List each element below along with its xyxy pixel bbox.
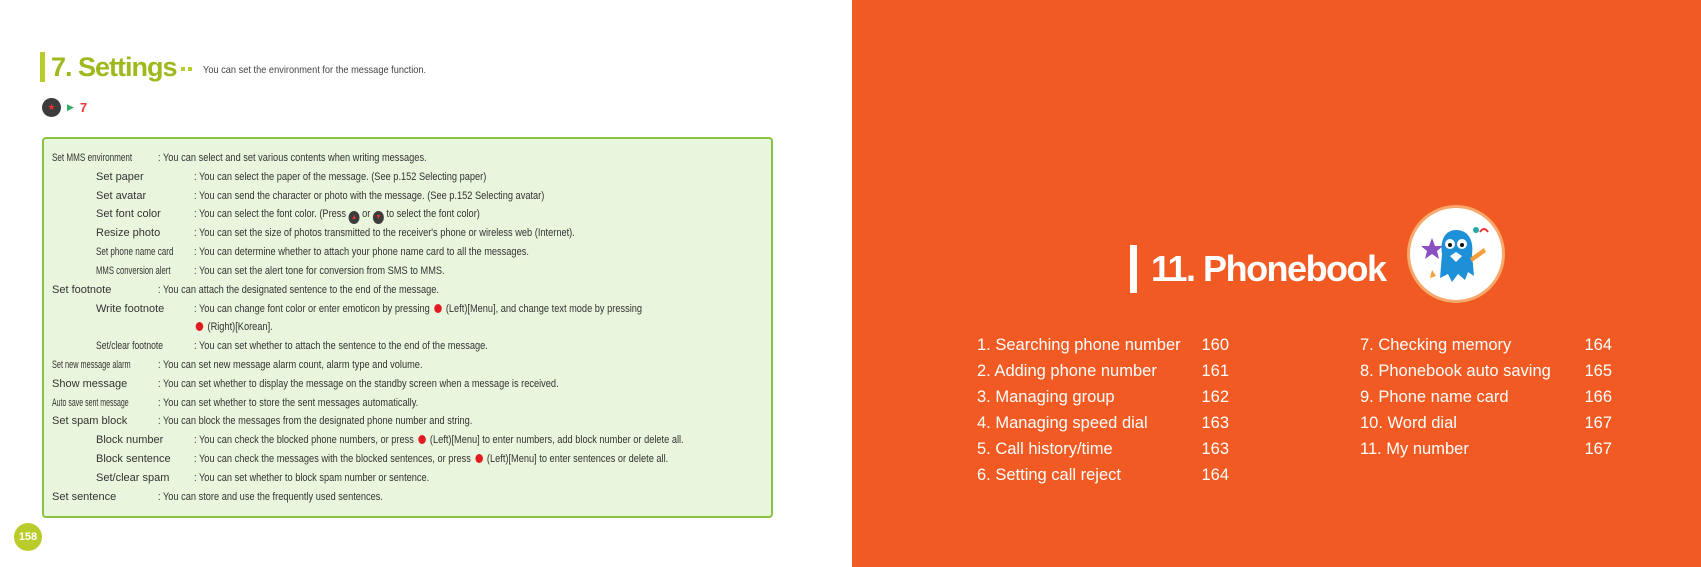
toc-item-label: 3. Managing group: [977, 388, 1115, 406]
soft-key-icon: [196, 322, 204, 331]
setting-label: Set MMS environment: [52, 152, 133, 164]
setting-text: : You can set the alert tone for conversion from SMS to MMS.: [194, 264, 445, 277]
nav-down-key-icon: ▼: [373, 211, 384, 224]
toc-item-label: 6. Setting call reject: [977, 466, 1121, 484]
toc-item-page: 161: [1201, 362, 1229, 380]
toc-right-column: [1360, 332, 1612, 462]
chapter-header: [1130, 245, 1386, 293]
setting-label: Block number: [96, 434, 164, 447]
toc-item[interactable]: [1360, 384, 1612, 410]
setting-text-part: (Left)[Menu] to enter numbers, add block number or delete all.: [427, 434, 684, 447]
setting-row: [52, 375, 763, 394]
setting-text-part: to select the font color): [383, 208, 480, 221]
setting-row: [52, 224, 763, 243]
setting-text-part: (Left)[Menu], and change text mode by pressing: [443, 302, 643, 315]
arrow-right-icon: ▶: [67, 102, 74, 112]
setting-text: [194, 318, 672, 337]
setting-row: [52, 488, 763, 507]
setting-row: [52, 205, 763, 224]
toc-item-label: 1. Searching phone number: [977, 336, 1181, 354]
setting-text: : You can set whether to block spam number or sentence.: [194, 471, 430, 484]
toc-item-label: 4. Managing speed dial: [977, 414, 1148, 432]
setting-text: : You can set whether to display the message on the standby screen when a message is received.: [158, 377, 559, 390]
setting-text: [194, 300, 672, 319]
setting-row: [52, 450, 763, 469]
setting-row: [52, 300, 763, 319]
toc-item-page: 166: [1584, 388, 1612, 406]
toc-item[interactable]: [977, 358, 1229, 384]
setting-label: Set/clear footnote: [96, 340, 164, 353]
menu-path: [42, 98, 86, 117]
phonebook-mascot-icon: [1407, 205, 1505, 303]
setting-label: Write footnote: [96, 302, 165, 315]
nav-up-key-icon: ▲: [349, 211, 360, 224]
toc-item-page: 160: [1201, 336, 1229, 354]
toc-item-page: 164: [1584, 336, 1612, 354]
setting-label: Set sentence: [52, 490, 117, 503]
toc-item-label: 9. Phone name card: [1360, 388, 1509, 406]
toc-item[interactable]: [977, 436, 1229, 462]
toc-item-page: 164: [1201, 466, 1229, 484]
settings-description-box: [42, 137, 773, 518]
toc-item-label: 10. Word dial: [1360, 414, 1457, 432]
menu-key-icon: ★: [42, 98, 61, 117]
setting-label: Set phone name card: [96, 246, 174, 259]
setting-text: : You can set new message alarm count, alarm type and volume.: [158, 358, 423, 371]
chapter-title: 11. Phonebook: [1151, 248, 1386, 289]
soft-key-icon: [418, 435, 426, 444]
toc-item-label: 8. Phonebook auto saving: [1360, 362, 1551, 380]
setting-text: : You can attach the designated sentence to the end of the message.: [158, 283, 440, 296]
setting-row: [52, 281, 763, 300]
toc-left-column: [977, 332, 1229, 488]
setting-text-part: or: [359, 208, 373, 221]
soft-key-icon: [475, 454, 483, 463]
toc-item[interactable]: [1360, 332, 1612, 358]
setting-row: [52, 149, 763, 168]
setting-label: Set footnote: [52, 283, 112, 296]
setting-text-part: : You can check the messages with the blocked sentences, or press: [194, 452, 474, 465]
toc-item[interactable]: [977, 332, 1229, 358]
setting-text-part: : You can check the blocked phone numbers, or press: [194, 434, 417, 447]
setting-text: : You can set whether to attach the sentence to the end of the message.: [194, 340, 488, 353]
setting-text: : You can set the size of photos transmitted to the receiver's phone or wireless web (Internet).: [194, 227, 575, 240]
chapter-bar: [1130, 245, 1137, 293]
toc-item-page: 167: [1584, 440, 1612, 458]
setting-row: [52, 168, 763, 187]
section-bar: [40, 52, 45, 82]
toc-item[interactable]: [1360, 358, 1612, 384]
toc-item-label: 7. Checking memory: [1360, 336, 1512, 354]
setting-text-part: : You can select the font color. (Press: [194, 208, 349, 221]
setting-label: Set avatar: [96, 189, 147, 202]
section-description: You can set the environment for the message function.: [202, 64, 426, 76]
setting-text: : You can block the messages from the designated phone number and string.: [158, 415, 473, 428]
setting-text: : You can store and use the frequently used sentences.: [158, 490, 384, 503]
setting-row: [52, 431, 763, 450]
toc-item-page: 163: [1201, 440, 1229, 458]
setting-row: [52, 318, 763, 337]
setting-text: : You can send the character or photo with the message. (See p.152 Selecting avatar): [194, 189, 545, 202]
setting-row: [52, 243, 763, 262]
setting-row: [52, 356, 763, 375]
setting-label: MMS conversion alert: [96, 264, 171, 277]
setting-label: Set/clear spam: [96, 471, 170, 484]
setting-label: Auto save sent message: [52, 396, 129, 409]
soft-key-icon: [434, 304, 442, 313]
setting-row: [52, 337, 763, 356]
toc-item[interactable]: [977, 384, 1229, 410]
setting-row: [52, 469, 763, 488]
setting-label: Resize photo: [96, 227, 161, 240]
setting-row: [52, 412, 763, 431]
setting-text: : You can determine whether to attach your phone name card to all the messages.: [194, 246, 529, 259]
setting-text: [194, 450, 672, 469]
setting-label: Set font color: [96, 208, 161, 221]
setting-label: Show message: [52, 377, 128, 390]
toc-item-page: 165: [1584, 362, 1612, 380]
setting-text: : You can select and set various contents when writing messages.: [158, 152, 427, 164]
setting-row: [52, 394, 763, 413]
toc-item-label: 5. Call history/time: [977, 440, 1113, 458]
setting-row: [52, 187, 763, 206]
section-header: [40, 50, 456, 82]
section-title: 7. Settings: [51, 52, 177, 82]
page-number: 158: [14, 523, 42, 551]
setting-label: Set spam block: [52, 415, 128, 428]
toc-item[interactable]: [977, 410, 1229, 436]
section-dots: [181, 58, 195, 76]
setting-row: [52, 262, 763, 281]
setting-text: : You can select the paper of the message. (See p.152 Selecting paper): [194, 170, 487, 183]
menu-path-key: 7: [79, 100, 87, 115]
toc-item[interactable]: [1360, 436, 1612, 462]
toc-item[interactable]: [977, 462, 1229, 488]
toc-item-page: 163: [1201, 414, 1229, 432]
setting-text-part: (Right)[Korean].: [204, 321, 273, 334]
setting-label: Block sentence: [96, 452, 171, 465]
setting-text: : You can set whether to store the sent messages automatically.: [158, 396, 419, 409]
toc-item-page: 162: [1201, 388, 1229, 406]
toc-item-label: 11. My number: [1360, 440, 1469, 458]
toc-item-label: 2. Adding phone number: [977, 362, 1157, 380]
toc-item-page: 167: [1584, 414, 1612, 432]
setting-text-part: (Left)[Menu] to enter sentences or delete all.: [484, 452, 669, 465]
setting-text-part: : You can change font color or enter emoticon by pressing: [194, 302, 433, 315]
setting-label: Set paper: [96, 170, 144, 183]
setting-text: [194, 205, 672, 224]
setting-label: Set new message alarm: [52, 358, 131, 371]
setting-text: [194, 431, 684, 450]
toc-item[interactable]: [1360, 410, 1612, 436]
